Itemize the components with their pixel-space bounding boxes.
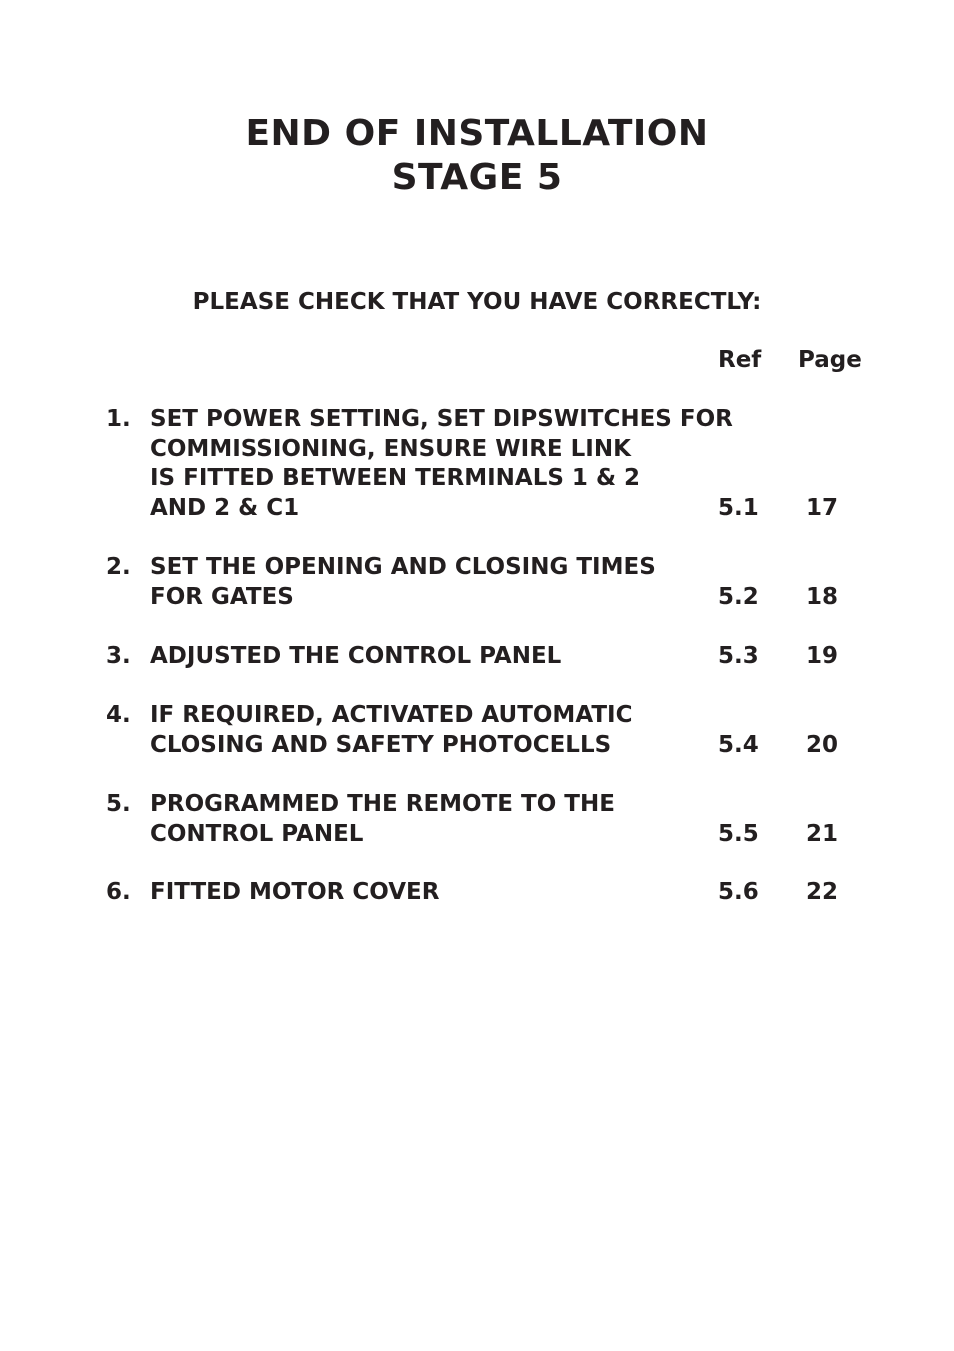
item-ref: 5.6 xyxy=(718,879,759,905)
item-text-line: FITTED MOTOR COVER xyxy=(150,879,440,905)
item-text-line: COMMISSIONING, ENSURE WIRE LINK xyxy=(150,435,631,462)
page-column-header: Page xyxy=(798,347,862,373)
item-text-line: PROGRAMMED THE REMOTE TO THE xyxy=(150,791,615,817)
item-number: 5. xyxy=(106,791,131,817)
item-number: 6. xyxy=(106,879,131,905)
item-page: 18 xyxy=(806,583,839,610)
page-title-line-1: END OF INSTALLATION xyxy=(245,113,709,154)
item-text-line: SET THE OPENING AND CLOSING TIMES xyxy=(150,554,656,580)
item-text xyxy=(150,790,810,849)
item-number: 3. xyxy=(106,643,131,669)
item-ref: 5.2 xyxy=(718,583,759,610)
item-page: 20 xyxy=(806,731,839,758)
checklist-intro: PLEASE CHECK THAT YOU HAVE CORRECTLY: xyxy=(192,289,762,315)
item-number: 4. xyxy=(106,702,131,728)
item-text xyxy=(150,405,810,523)
item-ref: 5.4 xyxy=(718,731,759,758)
item-page: 21 xyxy=(806,820,839,847)
item-text-line: IF REQUIRED, ACTIVATED AUTOMATIC xyxy=(150,702,633,728)
item-text-line: FOR GATES xyxy=(150,583,294,610)
item-text xyxy=(150,642,810,672)
item-page: 19 xyxy=(806,643,839,669)
item-ref: 5.3 xyxy=(718,643,759,669)
item-ref: 5.1 xyxy=(718,494,759,521)
item-number: 1. xyxy=(106,406,131,432)
item-ref: 5.5 xyxy=(718,820,759,847)
ref-column-header: Ref xyxy=(718,347,762,373)
item-text xyxy=(150,553,810,612)
item-text-line: CONTROL PANEL xyxy=(150,820,364,847)
item-text xyxy=(150,878,810,908)
item-text-line: SET POWER SETTING, SET DIPSWITCHES FOR xyxy=(150,406,733,432)
item-text-line: CLOSING AND SAFETY PHOTOCELLS xyxy=(150,731,612,758)
item-text-line: IS FITTED BETWEEN TERMINALS 1 & 2 xyxy=(150,465,641,492)
item-text-line: AND 2 & C1 xyxy=(150,494,300,521)
item-number: 2. xyxy=(106,554,131,580)
item-page: 17 xyxy=(806,494,839,521)
page-title-line-2: STAGE 5 xyxy=(391,157,563,198)
item-text xyxy=(150,701,810,760)
item-text-line: ADJUSTED THE CONTROL PANEL xyxy=(150,643,562,669)
item-page: 22 xyxy=(806,879,839,905)
